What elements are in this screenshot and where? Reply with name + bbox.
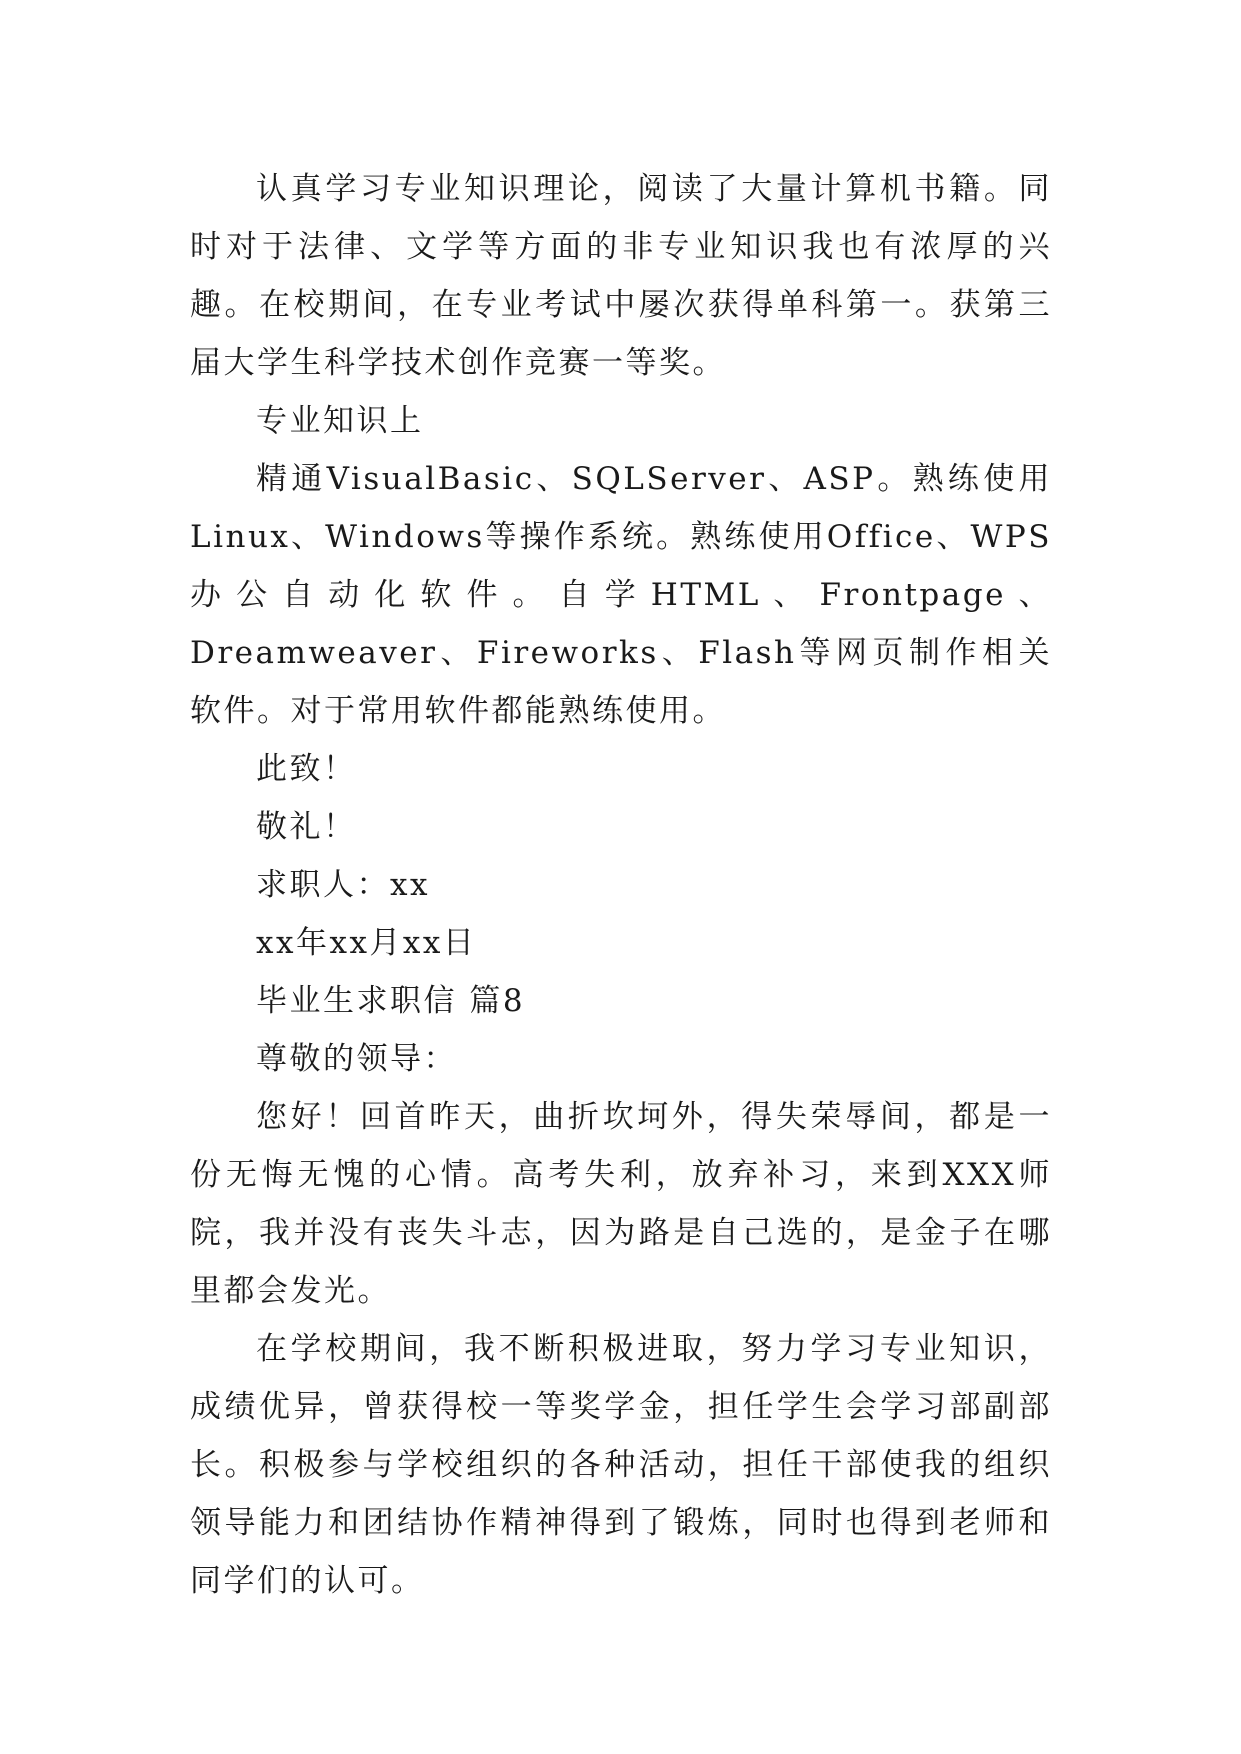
paragraph-closing-respect: 敬礼！ [256,809,357,845]
paragraph-introduction: 您好！回首昨天，曲折坎坷外，得失荣辱间，都是一份无悔无愧的心情。高考失利，放弃补习，来到XXX师院，我并没有丧失斗志，因为路是自己选的，是金子在哪里都会发光。 [190,1099,1052,1309]
paragraph-software-skills: 精通VisualBasic、SQLServer、ASP。熟练使用Linux、Windows等操作系统。熟练使用Office、WPS办公自动化软件。自学HTML、Frontpage、Dreamweaver、Fireworks、Flash等网页制作相关软件。对于常用软件都能熟练使用。 [190,461,1052,729]
paragraph-closing-salutation: 此致！ [256,751,357,787]
paragraph-greeting: 尊敬的领导： [256,1041,457,1077]
paragraph-section-title: 毕业生求职信 篇8 [256,983,526,1019]
document-body [190,160,1052,1610]
paragraph-heading-professional-knowledge: 专业知识上 [256,403,424,439]
paragraph-study: 认真学习专业知识理论，阅读了大量计算机书籍。同时对于法律、文学等方面的非专业知识我也有浓厚的兴趣。在校期间，在专业考试中屡次获得单科第一。获第三届大学生科学技术创作竞赛一等奖。 [190,171,1052,381]
paragraph-date: xx年xx月xx日 [256,925,477,961]
paragraph-applicant: 求职人：xx [256,867,430,903]
paragraph-school-experience: 在学校期间，我不断积极进取，努力学习专业知识，成绩优异，曾获得校一等奖学金，担任学生会学习部副部长。积极参与学校组织的各种活动，担任干部使我的组织领导能力和团结协作精神得到了锻炼，同时也得到老师和同学们的认可。 [190,1331,1052,1599]
